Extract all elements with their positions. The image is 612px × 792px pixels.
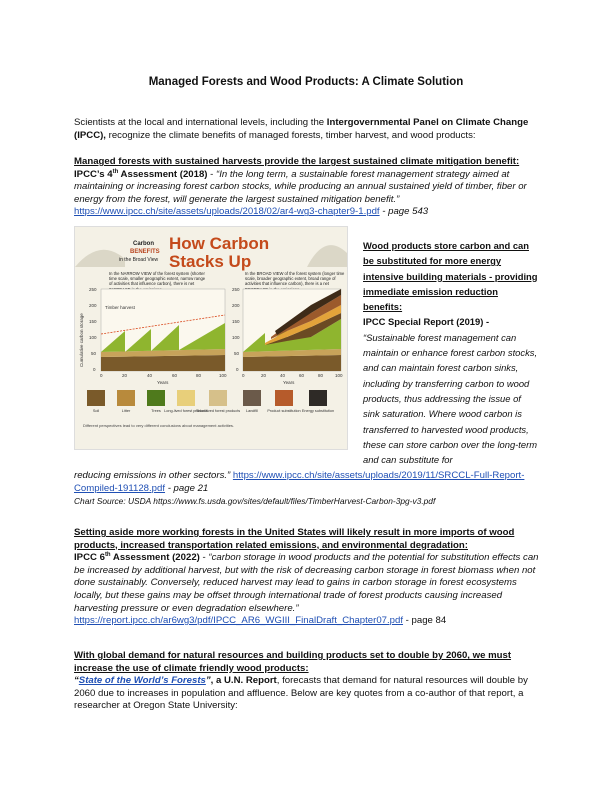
x-tick: 60	[299, 373, 305, 378]
section-set-aside	[74, 527, 546, 628]
y-tick: 250	[89, 287, 97, 292]
x-tick: 20	[122, 373, 128, 378]
source-sup: th	[112, 168, 119, 175]
x-tick: 100	[219, 373, 227, 378]
legend-item: Trees	[151, 409, 161, 413]
x-tick: 20	[261, 373, 267, 378]
page-ref: - page 543	[379, 206, 429, 218]
side-heading: Wood products store carbon and can be substituted for more energy intensive building materials - providing immediate emission reduction benefits:	[363, 240, 538, 313]
fig-big-title-2: Stacks Up	[169, 252, 252, 271]
infographic-graphic	[75, 227, 347, 449]
x-tick: 80	[196, 373, 202, 378]
quote: “In the long term, a sustainable forest management strategy aimed at maintaining or increasing forest carbon stocks, while producing an annual sustained yield of timber, fiber or energy from the forest, will generate the largest sustained mitigation benefit.”	[74, 168, 527, 205]
timber-label: Timber harvest	[105, 305, 135, 310]
y-axis-label: Cumulative carbon storage	[79, 313, 84, 367]
fig-small-title-2: BENEFITS	[130, 249, 160, 255]
source-name-2: Assessment (2022)	[110, 552, 200, 564]
broad-view-text: In the BROAD VIEW of the forest system (longer time scale, broader geographic extent, broad range of activities that influence carbon), there is a net	[245, 271, 345, 287]
x-axis-label: Years	[157, 380, 169, 385]
chart-source: Chart Source: USDA https://www.fs.usda.gov/sites/default/files/TimberHarvest-Carbon-3pg-v3.pdf	[74, 496, 436, 507]
page-ref: - page 21	[165, 482, 209, 494]
legend-item: Energy substitution	[301, 409, 335, 413]
fig-small-title: Carbon	[133, 241, 154, 247]
org-name: , a U.N. Report	[210, 675, 277, 687]
fig-big-title: How Carbon	[169, 234, 270, 253]
source-name: IPCC 6	[74, 552, 105, 564]
x-tick: 40	[147, 373, 153, 378]
section-global-demand	[74, 650, 546, 713]
continued-quote	[74, 470, 544, 508]
y-tick: 0	[236, 367, 239, 372]
section-heading: Setting aside more working forests in the United States will likely result in more imports of wood products, increased transportation related emissions, and environmental degradation:	[74, 527, 515, 551]
y-tick: 250	[232, 287, 240, 292]
page-title: Managed Forests and Wood Products: A Climate Solution	[148, 76, 464, 88]
dash: -	[207, 168, 217, 180]
ar6-link[interactable]: https://report.ipcc.ch/ar6wg3/pdf/IPCC_AR6_WGIII_FinalDraft_Chapter07.pdf	[74, 615, 404, 627]
report-text: , forecasts that demand for natural resources will double by 2060 due to increases in population and affluence. Below are key quotes from a co-author of that report, a researcher at Oregon State University:	[74, 675, 528, 712]
source-sup: th	[104, 552, 111, 558]
sofo-link[interactable]: State of the World’s Forests	[78, 675, 206, 687]
intro-text-2: recognize the climate benefits of managed forests, timber harvest, and wood products:	[105, 129, 476, 141]
section-heading: Managed forests with sustained harvests provide the largest sustained climate mitigation benefit:	[74, 156, 520, 167]
intro-ipcc: Intergovernmental Panel on Climate Change (IPCC),	[74, 117, 529, 141]
legend-item: Soil	[92, 409, 100, 413]
side-quote: “Sustainable forest management can maintain or enhance forest carbon stocks, and can maintain forest carbon sinks, including by transferring carbon to wood products, thus addressing the issue of sink saturation. Where wood carbon is transferred to harvested wood products, these can store carbon over the long-term and can substitute for	[363, 331, 538, 466]
source-link[interactable]: https://www.ipcc.ch/site/assets/uploads/2018/02/ar4-wg3-chapter9-1.pdf	[74, 206, 380, 218]
page-ref: - page 84	[403, 615, 447, 627]
y-tick: 0	[93, 367, 96, 372]
srccl-link[interactable]: https://www.ipcc.ch/site/assets/uploads/2019/11/SRCCL-Full-Report-Compiled-191128.pdf	[74, 470, 525, 494]
y-tick: 100	[89, 335, 97, 340]
x-tick: 60	[172, 373, 178, 378]
y-tick: 150	[232, 319, 240, 324]
y-tick: 100	[232, 335, 240, 340]
quote-mark: “	[74, 675, 79, 687]
section-managed-forests	[74, 156, 546, 219]
legend-item: Litter	[121, 409, 131, 413]
carbon-infographic	[74, 226, 348, 450]
intro-paragraph	[74, 117, 544, 142]
fig-caption: Different perspectives lead to very different conclusions about management activities.	[83, 423, 235, 428]
x-tick: 100	[335, 373, 343, 378]
y-tick: 50	[234, 351, 240, 356]
fig-small-title-3: in the Broad View	[119, 257, 159, 263]
legend-item: Product substitution	[267, 409, 301, 413]
x-tick: 80	[318, 373, 324, 378]
intro-text: Scientists at the local and international levels, including the	[74, 117, 327, 128]
x-tick: 40	[280, 373, 286, 378]
legend-item: Long-lived forest products	[164, 409, 208, 413]
y-tick: 50	[91, 351, 97, 356]
dash: -	[199, 552, 209, 564]
quote: “carbon storage in wood products and the potential for substitution effects can be increased by additional harvest, but with the risk of decreasing carbon storage in forest biomass when not done sustainably. Conversely, reduced harvest may lead to gains in carbon storage in forest ecosystems locally, but these gains may be offset through international trade of forest products causing increased harvesting pressure or even degradation elsewhere.”	[74, 552, 539, 614]
source-name: IPCC’s 4	[74, 168, 113, 180]
side-source: IPCC Special Report (2019) -	[363, 316, 490, 328]
quote-mark: ”	[205, 675, 211, 687]
y-tick: 200	[89, 303, 97, 308]
x-tick: 0	[100, 373, 103, 378]
quote-end: reducing emissions in other sectors.”	[74, 470, 231, 481]
legend-item: Short-lived forest products	[195, 409, 241, 413]
side-column	[363, 238, 539, 467]
section-heading: With global demand for natural resources and building products set to double by 2060, we must increase the use of climate friendly wood products:	[74, 650, 512, 674]
source-name-2: Assessment (2018)	[118, 168, 208, 180]
y-tick: 200	[232, 303, 240, 308]
y-tick: 150	[89, 319, 97, 324]
x-axis-label: Years	[283, 380, 295, 385]
x-tick: 0	[242, 373, 245, 378]
legend-item: Landfill	[245, 409, 259, 413]
narrow-view-text: In the NARROW VIEW of the forest system (shorter time scale, smaller geographic extent, narrow range of activities that influence carbon), there is net	[109, 271, 206, 287]
